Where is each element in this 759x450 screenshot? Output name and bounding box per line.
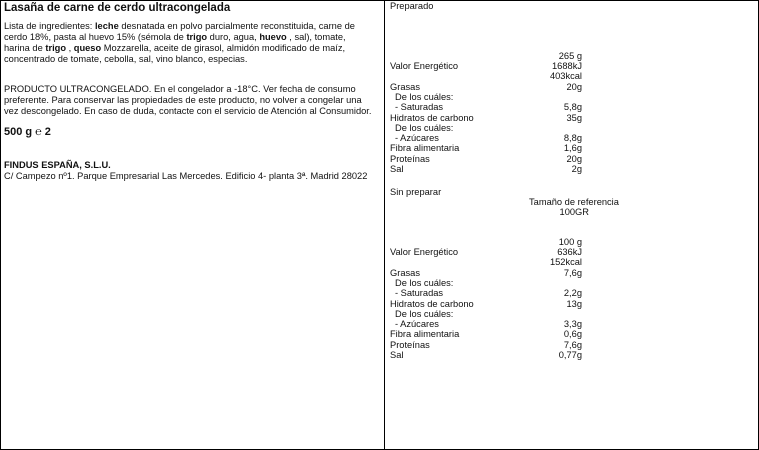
prepared-heading: Preparado bbox=[390, 1, 434, 11]
reference-size-label: Tamaño de referencia bbox=[529, 197, 619, 207]
nutrient-value: 0,77g bbox=[558, 350, 582, 360]
company-address: C/ Campezo nº1. Parque Empresarial Las Mercedes. Edificio 4- planta 3ª. Madrid 28022 bbox=[4, 171, 368, 181]
ingredient-text: , sal), tomate, harina de bbox=[4, 32, 346, 54]
nutrient-value: 7,6g bbox=[563, 339, 582, 350]
ingredient-text: duro, agua, bbox=[207, 32, 260, 43]
ingredient-text: Mozzarella, aceite de girasol, almidón modificado de maíz, concentrado de tomate, cebolla, sal, vino blanco, especias. bbox=[4, 43, 346, 65]
nutrient-value: 7,6g bbox=[563, 267, 582, 278]
product-title: Lasaña de carne de cerdo ultracongelada bbox=[4, 2, 231, 14]
allergen-text: trigo bbox=[186, 32, 208, 43]
nutrient-value: 13g bbox=[566, 298, 582, 309]
nutrient-value: 1688kJ bbox=[552, 61, 582, 71]
nutrient-label: Fibra alimentaria bbox=[390, 329, 460, 340]
nutrient-label: Hidratos de carbono bbox=[390, 112, 474, 123]
estimated-sign-icon: ℮ bbox=[35, 126, 42, 138]
nutrient-value: 20g bbox=[566, 153, 582, 164]
nutrient-value: 8,8g bbox=[563, 133, 582, 144]
nutrient-value: 5,8g bbox=[563, 102, 582, 113]
quantity-value: 500 g bbox=[4, 126, 33, 138]
allergen-text: trigo bbox=[45, 43, 67, 54]
nutrient-label: Valor Energético bbox=[390, 247, 459, 257]
unprepared-portion: 100 g bbox=[558, 237, 582, 247]
allergen-text: leche bbox=[94, 21, 119, 31]
nutrient-label: Fibra alimentaria bbox=[390, 143, 460, 154]
nutrient-value: 3,3g bbox=[563, 319, 582, 330]
allergen-text: huevo bbox=[259, 32, 287, 43]
nutrient-label: Proteínas bbox=[390, 153, 430, 164]
nutrient-value: 20g bbox=[566, 81, 582, 92]
unprepared-heading: Sin preparar bbox=[390, 187, 442, 197]
nutrient-label: - Azúcares bbox=[395, 133, 439, 144]
nutrient-label: De los cuáles: bbox=[395, 308, 454, 319]
nutrient-label: De los cuáles: bbox=[395, 122, 454, 133]
nutrient-label: - Azúcares bbox=[395, 319, 439, 330]
nutrient-label: Sal bbox=[390, 350, 404, 360]
nutrient-value: 636kJ bbox=[557, 247, 582, 257]
ingredient-text: , bbox=[66, 43, 74, 54]
storage-instructions: PRODUCTO ULTRACONGELADO. En el congelador a -18°C. Ver fecha de consumo preferente. Para conservar las propiedades de este producto, no volver a congelar una vez descongelado. En caso de duda, contacte con el servicio de Atención al Consumidor. bbox=[4, 84, 372, 117]
ingredient-text: Lista de ingredientes: bbox=[4, 21, 95, 31]
nutrient-label: Proteínas bbox=[390, 339, 430, 350]
company-name: FINDUS ESPAÑA, S.L.U. bbox=[4, 160, 111, 170]
nutrient-label: - Saturadas bbox=[395, 102, 444, 113]
portions-count: 2 bbox=[44, 126, 51, 138]
column-divider bbox=[384, 0, 385, 449]
nutrient-label: De los cuáles: bbox=[395, 277, 454, 288]
nutrient-value: 1,6g bbox=[563, 143, 582, 154]
nutrient-value: 2,2g bbox=[563, 288, 582, 299]
nutrient-label: Grasas bbox=[390, 267, 420, 278]
nutrient-value: 35g bbox=[566, 112, 582, 123]
net-quantity bbox=[4, 126, 51, 139]
nutrient-label: - Saturadas bbox=[395, 288, 444, 299]
nutrient-value: 2g bbox=[571, 164, 582, 174]
ingredients-list bbox=[4, 21, 374, 65]
nutrient-label: De los cuáles: bbox=[395, 91, 454, 102]
prepared-portion: 265 g bbox=[558, 51, 582, 61]
nutrient-value: 152kcal bbox=[549, 257, 582, 268]
nutrient-value: 0,6g bbox=[563, 329, 582, 340]
nutrient-label: Grasas bbox=[390, 81, 420, 92]
nutrient-value: 403kcal bbox=[549, 71, 582, 82]
nutrient-label: Hidratos de carbono bbox=[390, 298, 474, 309]
allergen-text: queso bbox=[73, 43, 102, 54]
nutrient-label: Sal bbox=[390, 164, 404, 174]
nutrient-label: Valor Energético bbox=[390, 61, 459, 71]
reference-size-value: 100GR bbox=[559, 207, 589, 217]
ingredient-text: desnatada en polvo parcialmente reconstituida, carne de cerdo 18%, pasta al huevo 15% (sémola de bbox=[4, 21, 355, 43]
